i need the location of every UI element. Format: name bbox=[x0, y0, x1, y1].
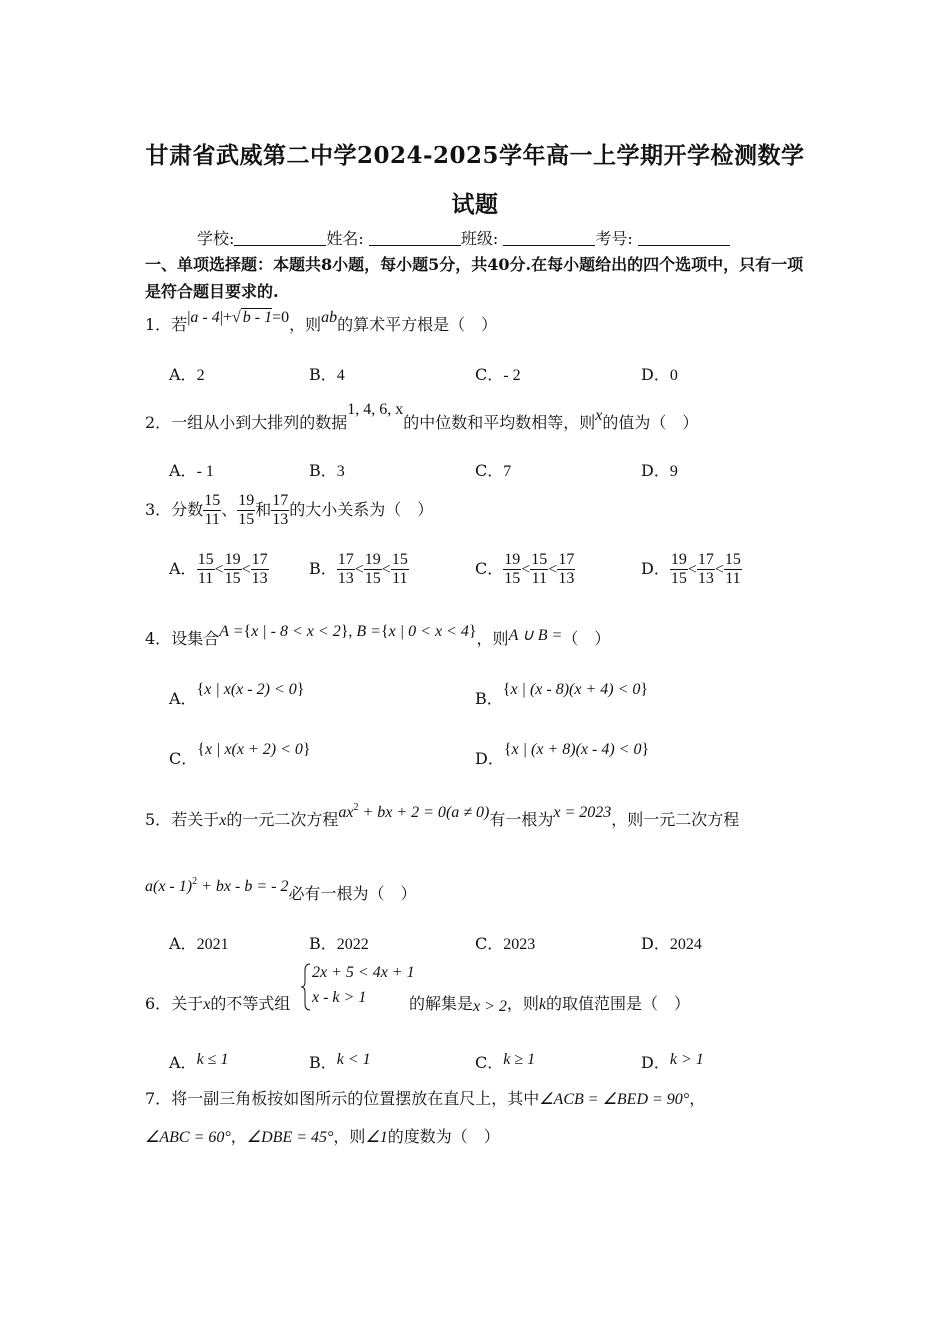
q3-option-a[interactable]: A． $\frac{15}{11}$ < $\frac{19}{15}$ < $\frac{17}{13}$ bbox=[169, 551, 268, 587]
q3-number: 3． bbox=[145, 500, 172, 519]
q3-frac-2: $\frac{19}{15}$ bbox=[238, 492, 255, 528]
q4-sets: A ={x | - 8 < x < 2}, B ={x | 0 < x < 4} bbox=[219, 623, 477, 640]
q7-line1-pre: 将一副三角板按如图所示的位置摆放在直尺上，其中 bbox=[171, 1089, 540, 1108]
q2-x: x bbox=[595, 407, 603, 424]
q2-option-c[interactable]: C．7 bbox=[475, 461, 512, 480]
q5-mid2: 有一根为 bbox=[489, 810, 554, 829]
class-blank[interactable] bbox=[503, 231, 595, 246]
q6-ineq-1: 2x + 5 < 4x + 1 bbox=[312, 964, 415, 981]
exam-title-line1: 甘肃省武威第二中学2024-2025学年高一上学期开学检测数学 bbox=[145, 142, 805, 169]
q1-option-c[interactable]: C．- 2 bbox=[475, 365, 521, 384]
q6-number: 6． bbox=[145, 994, 172, 1013]
question-3 bbox=[145, 492, 433, 529]
q1-option-a[interactable]: A．2 bbox=[169, 365, 205, 384]
q5-option-b[interactable]: B．2022 bbox=[309, 934, 369, 953]
exam-title-line2: 试题 bbox=[451, 191, 499, 218]
q7-number: 7． bbox=[145, 1089, 172, 1108]
q4-set-a-body: x | - 8 < x < 2 bbox=[251, 623, 341, 640]
q5-number: 5． bbox=[145, 810, 172, 829]
q4-number: 4． bbox=[145, 629, 172, 648]
q1-option-b[interactable]: B．4 bbox=[309, 365, 345, 384]
q6-mid3: ，则 bbox=[506, 994, 539, 1013]
q1-mid: ，则 bbox=[289, 315, 322, 334]
q3-post: 的大小关系为（ ） bbox=[289, 500, 434, 519]
q3-sep2: 和 bbox=[255, 500, 272, 519]
q1-sqrt-expr: b - 1 bbox=[242, 309, 273, 326]
q3-pre: 分数 bbox=[171, 500, 204, 519]
q6-mid2: 的解集是 bbox=[409, 994, 474, 1013]
q5-mid1: 的一元二次方程 bbox=[226, 810, 339, 829]
q7-expr-3: ∠DBE = 45° bbox=[246, 1129, 334, 1146]
q4-pre: 设集合 bbox=[171, 629, 220, 648]
q7-mid: ，则 bbox=[333, 1127, 366, 1146]
question-7 bbox=[145, 1086, 705, 1109]
question-5 bbox=[145, 802, 740, 830]
q3-frac-3: $\frac{17}{13}$ bbox=[272, 492, 289, 528]
q5-option-c[interactable]: C．2023 bbox=[475, 934, 536, 953]
q4-post: （ ） bbox=[562, 629, 611, 648]
q4-option-a[interactable]: A．{x | x(x - 2) < 0} bbox=[169, 681, 305, 708]
q6-option-d[interactable]: D．k > 1 bbox=[641, 1051, 704, 1072]
q7-post: 的度数为（ ） bbox=[387, 1127, 500, 1146]
q6-x: x bbox=[203, 996, 211, 1013]
q2-option-b[interactable]: B．3 bbox=[309, 461, 345, 480]
q6-mid1: 的不等式组 bbox=[210, 994, 291, 1013]
q2-number: 2． bbox=[145, 413, 172, 432]
q6-brace bbox=[300, 962, 312, 1012]
student-info-line bbox=[197, 226, 730, 249]
q2-option-d[interactable]: D．9 bbox=[641, 461, 678, 480]
q6-option-a[interactable]: A．k ≤ 1 bbox=[169, 1051, 229, 1072]
q4-option-c[interactable]: C．{x | x(x + 2) < 0} bbox=[169, 741, 311, 768]
question-1 bbox=[145, 309, 498, 335]
q3-frac-1: $\frac{15}{11}$ bbox=[204, 492, 221, 528]
q5-equation-2: a(x - 1)$^2$ + bx - b = - 2 bbox=[145, 876, 289, 895]
school-label: 学校: bbox=[197, 229, 235, 248]
q7-sep: ， bbox=[230, 1127, 247, 1146]
q2-mid: 的中位数和平均数相等，则 bbox=[403, 413, 596, 432]
question-6-tail bbox=[409, 991, 690, 1014]
q1-pre: 若 bbox=[171, 315, 188, 334]
q6-system bbox=[300, 962, 415, 1012]
q6-ineq-2: x - k > 1 bbox=[312, 989, 367, 1006]
question-2 bbox=[145, 401, 699, 433]
q1-plus: + bbox=[222, 309, 232, 326]
q7-line1-post: ， bbox=[689, 1089, 706, 1108]
q1-equation: |a - 4|+√ b - 1=0 bbox=[187, 309, 290, 326]
q1-ab: ab bbox=[321, 309, 338, 326]
q4-set-a-lhs: A = bbox=[219, 623, 244, 640]
q5-equation-1: $ax^2$ + bx + 2 = 0(a ≠ 0) bbox=[338, 802, 490, 821]
q2-post: 的值为（ ） bbox=[602, 413, 699, 432]
q2-data: 1, 4, 6, x bbox=[347, 401, 404, 418]
q3-option-d[interactable]: D． $\frac{19}{15}$ < $\frac{17}{13}$ < $\frac{15}{11}$ bbox=[641, 551, 741, 587]
q4-option-b[interactable]: B．{x | (x - 8)(x + 4) < 0} bbox=[475, 681, 649, 708]
q3-sep1: 、 bbox=[221, 500, 238, 519]
q5-root: x = 2023 bbox=[553, 804, 612, 821]
q2-pre: 一组从小到大排列的数据 bbox=[171, 413, 348, 432]
question-7-line2 bbox=[145, 1124, 500, 1147]
q3-option-b[interactable]: B． $\frac{17}{13}$ < $\frac{19}{15}$ < $\frac{15}{11}$ bbox=[309, 551, 408, 587]
q1-option-d[interactable]: D．0 bbox=[641, 365, 678, 384]
name-blank[interactable] bbox=[369, 231, 461, 246]
class-label: 班级: bbox=[460, 229, 499, 248]
q1-post: 的算术平方根是（ ） bbox=[337, 315, 498, 334]
question-4 bbox=[145, 623, 611, 649]
q4-set-b-body: x | 0 < x < 4 bbox=[388, 623, 469, 640]
q5-post: 必有一根为（ ） bbox=[288, 884, 417, 903]
section-heading: 一、单项选择题：本题共8小题，每小题5分，共40分.在每小题给出的四个选项中，只有一项是符合题目要求的. bbox=[145, 255, 804, 301]
q5-option-a[interactable]: A．2021 bbox=[169, 934, 229, 953]
name-label: 姓名: bbox=[326, 229, 364, 248]
question-6 bbox=[145, 991, 290, 1014]
q7-expr-1: ∠ACB = ∠BED = 90° bbox=[539, 1091, 690, 1108]
q7-expr-2: ∠ABC = 60° bbox=[145, 1129, 231, 1146]
q5-option-d[interactable]: D．2024 bbox=[641, 934, 702, 953]
exam-no-blank[interactable] bbox=[638, 231, 730, 246]
q4-mid: ，则 bbox=[476, 629, 509, 648]
q6-k: k bbox=[538, 996, 547, 1013]
q5-x: x bbox=[219, 812, 227, 829]
q6-solution: x > 2 bbox=[473, 998, 507, 1015]
q1-abs-expr: a - 4 bbox=[190, 309, 220, 326]
exam-no-label: 考号: bbox=[595, 229, 633, 248]
q5-mid3: ，则一元二次方程 bbox=[611, 810, 740, 829]
q4-set-b-lhs: B = bbox=[356, 623, 381, 640]
q6-option-c[interactable]: C．k ≥ 1 bbox=[475, 1051, 536, 1072]
q7-angle1: ∠1 bbox=[365, 1129, 388, 1146]
q5-pre: 若关于 bbox=[171, 810, 220, 829]
q2-option-a[interactable]: A．- 1 bbox=[169, 461, 214, 480]
question-5-line2 bbox=[145, 876, 417, 904]
q4-option-d[interactable]: D．{x | (x + 8)(x - 4) < 0} bbox=[475, 741, 650, 768]
q3-option-c[interactable]: C． $\frac{19}{15}$ < $\frac{15}{11}$ < $\frac{17}{13}$ bbox=[475, 551, 575, 587]
q1-number: 1． bbox=[145, 315, 172, 334]
q6-pre: 关于 bbox=[171, 994, 204, 1013]
q6-post: 的取值范围是（ ） bbox=[546, 994, 691, 1013]
school-blank[interactable] bbox=[234, 231, 326, 246]
q6-option-b[interactable]: B．k < 1 bbox=[309, 1051, 371, 1072]
q1-eq: =0 bbox=[272, 309, 290, 326]
q4-union: A ∪ B = bbox=[508, 627, 563, 644]
